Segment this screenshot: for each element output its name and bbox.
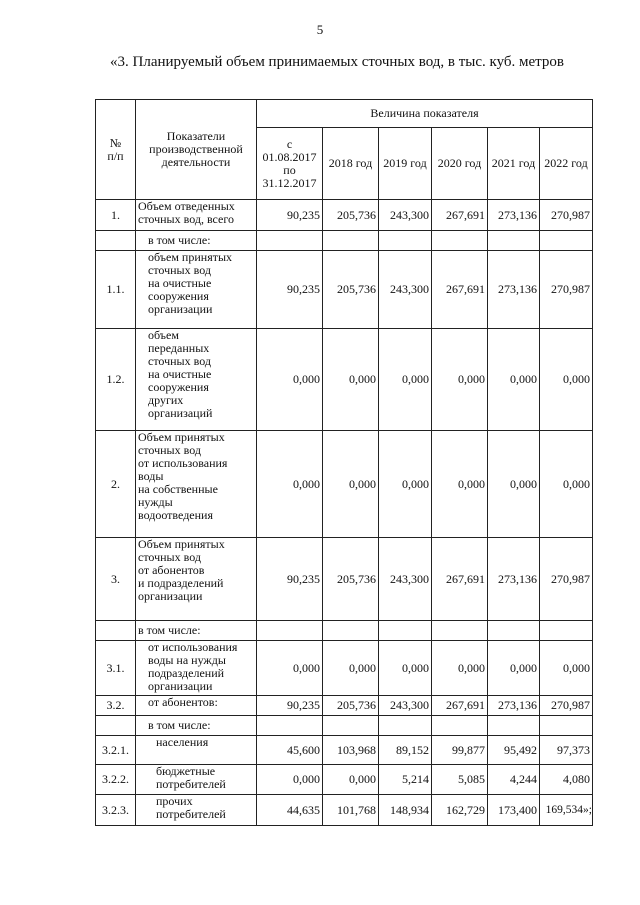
cell-value (323, 231, 379, 251)
row-number: 3.2.3. (96, 795, 136, 826)
row-indicator-label: прочих потребителей (136, 795, 257, 826)
col-header-number: № п/п (96, 100, 136, 200)
table-row (96, 696, 593, 716)
cell-value: 0,000 (257, 641, 323, 696)
cell-value: 162,729 (432, 795, 488, 826)
row-number: 3.2.2. (96, 765, 136, 795)
cell-value: 205,736 (323, 696, 379, 716)
cell-value: 97,373 (540, 736, 593, 765)
cell-value: 169,534»; (540, 795, 593, 826)
cell-value (257, 231, 323, 251)
col-header-period: 2019 год (379, 128, 432, 200)
col-header-indicator-value: Величина показателя (257, 100, 593, 128)
cell-value: 90,235 (257, 538, 323, 621)
row-number: 1.2. (96, 329, 136, 431)
row-number: 3. (96, 538, 136, 621)
row-number: 2. (96, 431, 136, 538)
row-number: 1. (96, 200, 136, 231)
row-number (96, 621, 136, 641)
col-header-period: 2022 год (540, 128, 593, 200)
cell-value: 273,136 (488, 538, 540, 621)
table-subheading-row (96, 716, 593, 736)
row-number: 1.1. (96, 251, 136, 329)
table-row (96, 736, 593, 765)
row-indicator-label: Объем принятых сточных вод от использования воды на собственные нужды водоотведения (136, 431, 257, 538)
table-title: «3. Планируемый объем принимаемых сточных вод, в тыс. куб. метров (110, 54, 564, 70)
table-subheading-row (96, 231, 593, 251)
cell-value: 90,235 (257, 696, 323, 716)
cell-value (379, 716, 432, 736)
cell-value: 267,691 (432, 251, 488, 329)
cell-value: 0,000 (323, 641, 379, 696)
cell-value: 0,000 (488, 431, 540, 538)
cell-value: 273,136 (488, 696, 540, 716)
cell-value (379, 231, 432, 251)
cell-value: 0,000 (257, 765, 323, 795)
cell-value: 243,300 (379, 200, 432, 231)
cell-value (432, 716, 488, 736)
table-row (96, 765, 593, 795)
cell-value: 0,000 (540, 329, 593, 431)
col-header-period: 2020 год (432, 128, 488, 200)
cell-value: 0,000 (432, 641, 488, 696)
cell-value (540, 621, 593, 641)
cell-value (540, 231, 593, 251)
col-header-indicator: Показатели производственной деятельности (136, 100, 257, 200)
cell-value: 89,152 (379, 736, 432, 765)
cell-value (257, 716, 323, 736)
cell-value: 90,235 (257, 200, 323, 231)
cell-value (257, 621, 323, 641)
row-indicator-label: в том числе: (136, 621, 257, 641)
row-indicator-label: Объем принятых сточных вод от абонентов и подразделений организации (136, 538, 257, 621)
cell-value: 273,136 (488, 251, 540, 329)
cell-value: 99,877 (432, 736, 488, 765)
row-number: 3.2. (96, 696, 136, 716)
cell-value: 0,000 (488, 641, 540, 696)
table-row (96, 641, 593, 696)
row-indicator-label: в том числе: (136, 231, 257, 251)
cell-value: 0,000 (379, 329, 432, 431)
row-number (96, 716, 136, 736)
cell-value: 4,080 (540, 765, 593, 795)
table-row (96, 538, 593, 621)
cell-value: 205,736 (323, 251, 379, 329)
page-number: 5 (316, 22, 324, 37)
cell-value: 103,968 (323, 736, 379, 765)
cell-value: 5,214 (379, 765, 432, 795)
row-indicator-label: объем переданных сточных вод на очистные сооружения других организаций (136, 329, 257, 431)
row-indicator-label: от абонентов: (136, 696, 257, 716)
cell-value: 0,000 (257, 431, 323, 538)
row-number (96, 231, 136, 251)
table-row (96, 795, 593, 826)
cell-value: 270,987 (540, 696, 593, 716)
cell-value: 243,300 (379, 251, 432, 329)
cell-value: 0,000 (323, 431, 379, 538)
cell-value: 0,000 (540, 641, 593, 696)
row-indicator-label: бюджетные потребителей (136, 765, 257, 795)
cell-value: 5,085 (432, 765, 488, 795)
cell-value (323, 716, 379, 736)
row-indicator-label: объем принятых сточных вод на очистные сооружения организации (136, 251, 257, 329)
cell-value: 270,987 (540, 251, 593, 329)
cell-value (323, 621, 379, 641)
cell-value (379, 621, 432, 641)
cell-value: 0,000 (432, 329, 488, 431)
cell-value (432, 621, 488, 641)
row-indicator-label: от использования воды на нужды подразделений организации (136, 641, 257, 696)
cell-value (488, 716, 540, 736)
cell-value: 4,244 (488, 765, 540, 795)
col-header-period: 2021 год (488, 128, 540, 200)
cell-value: 0,000 (379, 431, 432, 538)
cell-value: 243,300 (379, 696, 432, 716)
cell-value: 0,000 (379, 641, 432, 696)
cell-value (540, 716, 593, 736)
cell-value: 0,000 (257, 329, 323, 431)
col-header-period: с 01.08.2017 по 31.12.2017 (257, 128, 323, 200)
cell-value: 45,600 (257, 736, 323, 765)
table-row (96, 329, 593, 431)
table-row (96, 431, 593, 538)
cell-value: 95,492 (488, 736, 540, 765)
cell-value: 0,000 (432, 431, 488, 538)
cell-value: 44,635 (257, 795, 323, 826)
cell-value: 273,136 (488, 200, 540, 231)
cell-value: 205,736 (323, 538, 379, 621)
row-indicator-label: в том числе: (136, 716, 257, 736)
cell-value: 267,691 (432, 538, 488, 621)
cell-value: 0,000 (488, 329, 540, 431)
wastewater-volume-table (95, 99, 593, 826)
row-number: 3.2.1. (96, 736, 136, 765)
row-indicator-label: Объем отведенных сточных вод, всего (136, 200, 257, 231)
cell-value: 90,235 (257, 251, 323, 329)
col-header-period: 2018 год (323, 128, 379, 200)
cell-value: 270,987 (540, 538, 593, 621)
table-subheading-row (96, 621, 593, 641)
cell-value: 173,400 (488, 795, 540, 826)
cell-value: 148,934 (379, 795, 432, 826)
cell-value (488, 231, 540, 251)
row-number: 3.1. (96, 641, 136, 696)
cell-value: 267,691 (432, 200, 488, 231)
row-indicator-label: населения (136, 736, 257, 765)
cell-value: 0,000 (540, 431, 593, 538)
table-row (96, 200, 593, 231)
cell-value: 101,768 (323, 795, 379, 826)
cell-value: 0,000 (323, 765, 379, 795)
cell-value: 205,736 (323, 200, 379, 231)
cell-value (488, 621, 540, 641)
table-row (96, 251, 593, 329)
cell-value (432, 231, 488, 251)
cell-value: 267,691 (432, 696, 488, 716)
cell-value: 243,300 (379, 538, 432, 621)
cell-value: 270,987 (540, 200, 593, 231)
cell-value: 0,000 (323, 329, 379, 431)
